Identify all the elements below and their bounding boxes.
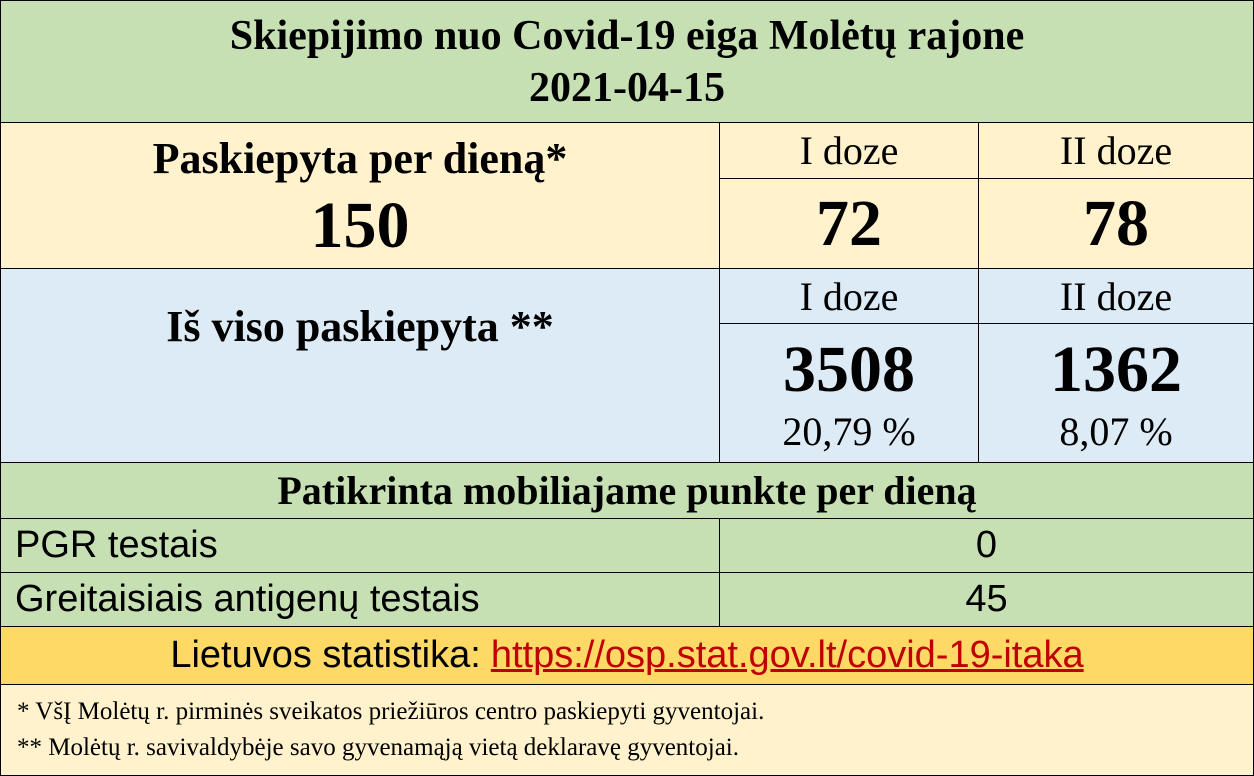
overall-dose2-header: II doze: [978, 268, 1253, 323]
statistics-label: Lietuvos statistika:: [170, 634, 481, 676]
title-line-1: Skiepijimo nuo Covid-19 eiga Molėtų rajone: [229, 12, 1025, 59]
tests-section-title: Patikrinta mobiliajame punkte per dieną: [1, 462, 1253, 518]
daily-dose2-value: 78: [978, 178, 1253, 268]
pcr-test-value: 0: [719, 518, 1253, 572]
overall-dose2-percent: 8,07 %: [1059, 408, 1173, 454]
title-date: 2021-04-15: [529, 64, 725, 111]
daily-total-cell: [1, 122, 719, 268]
statistics-row: [1, 626, 1253, 684]
footnote-1: * VšĮ Molėtų r. pirminės sveikatos priežiūros centro paskiepyti gyventojai.: [17, 698, 765, 725]
overall-dose1-header: I doze: [719, 268, 978, 323]
overall-dose2-cell: [978, 323, 1253, 462]
footnote-2: ** Molėtų r. savivaldybėje savo gyvenamąją vietą deklaravę gyventojai.: [17, 734, 739, 761]
daily-total-value: 150: [310, 189, 410, 262]
statistics-link[interactable]: https://osp.stat.gov.lt/covid-19-itaka: [490, 634, 1084, 676]
daily-dose1-value: 72: [719, 178, 978, 268]
overall-dose1-percent: 20,79 %: [782, 408, 916, 454]
daily-dose1-header: I doze: [719, 122, 978, 178]
antigen-test-label: Greitaisiais antigenų testais: [1, 572, 719, 626]
report-title: [1, 1, 1253, 122]
daily-dose2-header: II doze: [978, 122, 1253, 178]
overall-label-cell: [1, 268, 719, 462]
overall-dose1-cell: [719, 323, 978, 462]
pcr-test-label: PGR testais: [1, 518, 719, 572]
overall-dose2-value: 1362: [1050, 332, 1182, 406]
antigen-test-value: 45: [719, 572, 1253, 626]
overall-label: Iš viso paskiepyta **: [166, 302, 554, 351]
footnotes: [1, 684, 1253, 775]
overall-dose1-value: 3508: [783, 332, 915, 406]
daily-label: Paskiepyta per dieną*: [152, 134, 568, 183]
